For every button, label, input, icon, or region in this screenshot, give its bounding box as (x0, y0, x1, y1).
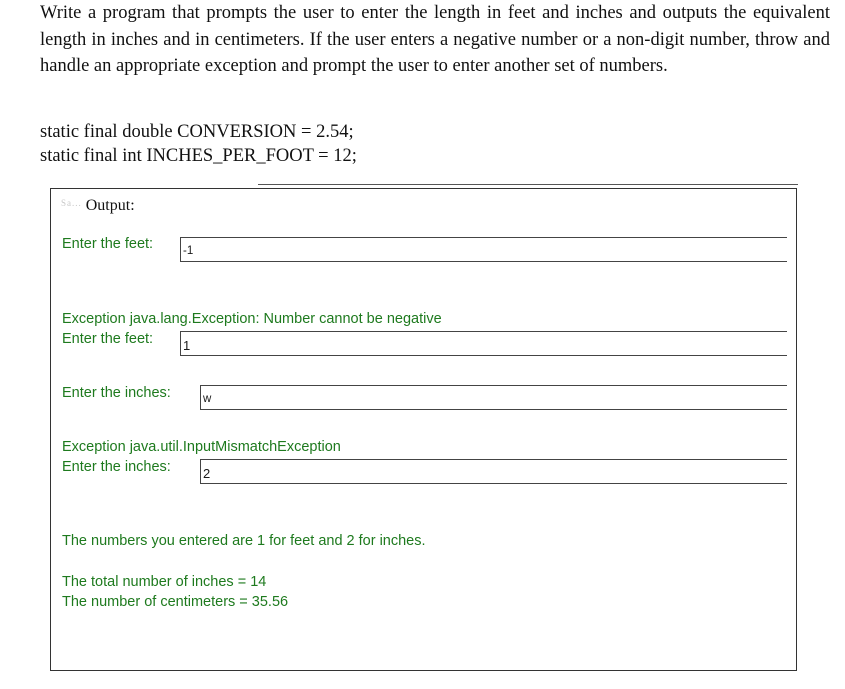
feet-input-value-2: 1 (180, 332, 190, 355)
inches-input-field-1[interactable] (200, 385, 787, 410)
inches-input-value-1: w (200, 386, 211, 409)
inches-input-field-2[interactable] (200, 459, 787, 484)
console-title (61, 197, 135, 215)
prompt-feet-2: Enter the feet: (62, 331, 154, 347)
total-centimeters-line: The number of centimeters = 35.56 (62, 594, 289, 610)
output-console (50, 188, 797, 671)
prompt-feet-1: Enter the feet: (62, 236, 154, 252)
faded-label: Sa... (61, 198, 82, 208)
feet-input-field-1[interactable] (180, 237, 787, 262)
exception-negative: Exception java.lang.Exception: Number cannot be negative (62, 311, 442, 327)
total-inches-line: The total number of inches = 14 (62, 574, 267, 590)
divider-line (258, 184, 798, 185)
exception-input-mismatch: Exception java.util.InputMismatchException (62, 439, 341, 455)
summary-line: The numbers you entered are 1 for feet and 2 for inches. (62, 533, 426, 549)
output-label: Output: (85, 197, 135, 214)
constant-conversion: static final double CONVERSION = 2.54; (40, 122, 354, 142)
feet-input-field-2[interactable] (180, 331, 787, 356)
prompt-inches-1: Enter the inches: (62, 385, 171, 401)
feet-input-value-1: -1 (180, 238, 193, 261)
inches-input-value-2: 2 (200, 460, 210, 483)
constants-block (40, 120, 357, 168)
prompt-inches-2: Enter the inches: (62, 459, 171, 475)
problem-statement: Write a program that prompts the user to enter the length in feet and inches and outputs the equivalent length in inches and in centimeters. If the user enters a negative number or a non-digit number, throw and handle an appropriate exception and prompt the user to enter another set of numbers. (40, 3, 830, 76)
constant-inches-per-foot: static final int INCHES_PER_FOOT = 12; (40, 146, 357, 166)
